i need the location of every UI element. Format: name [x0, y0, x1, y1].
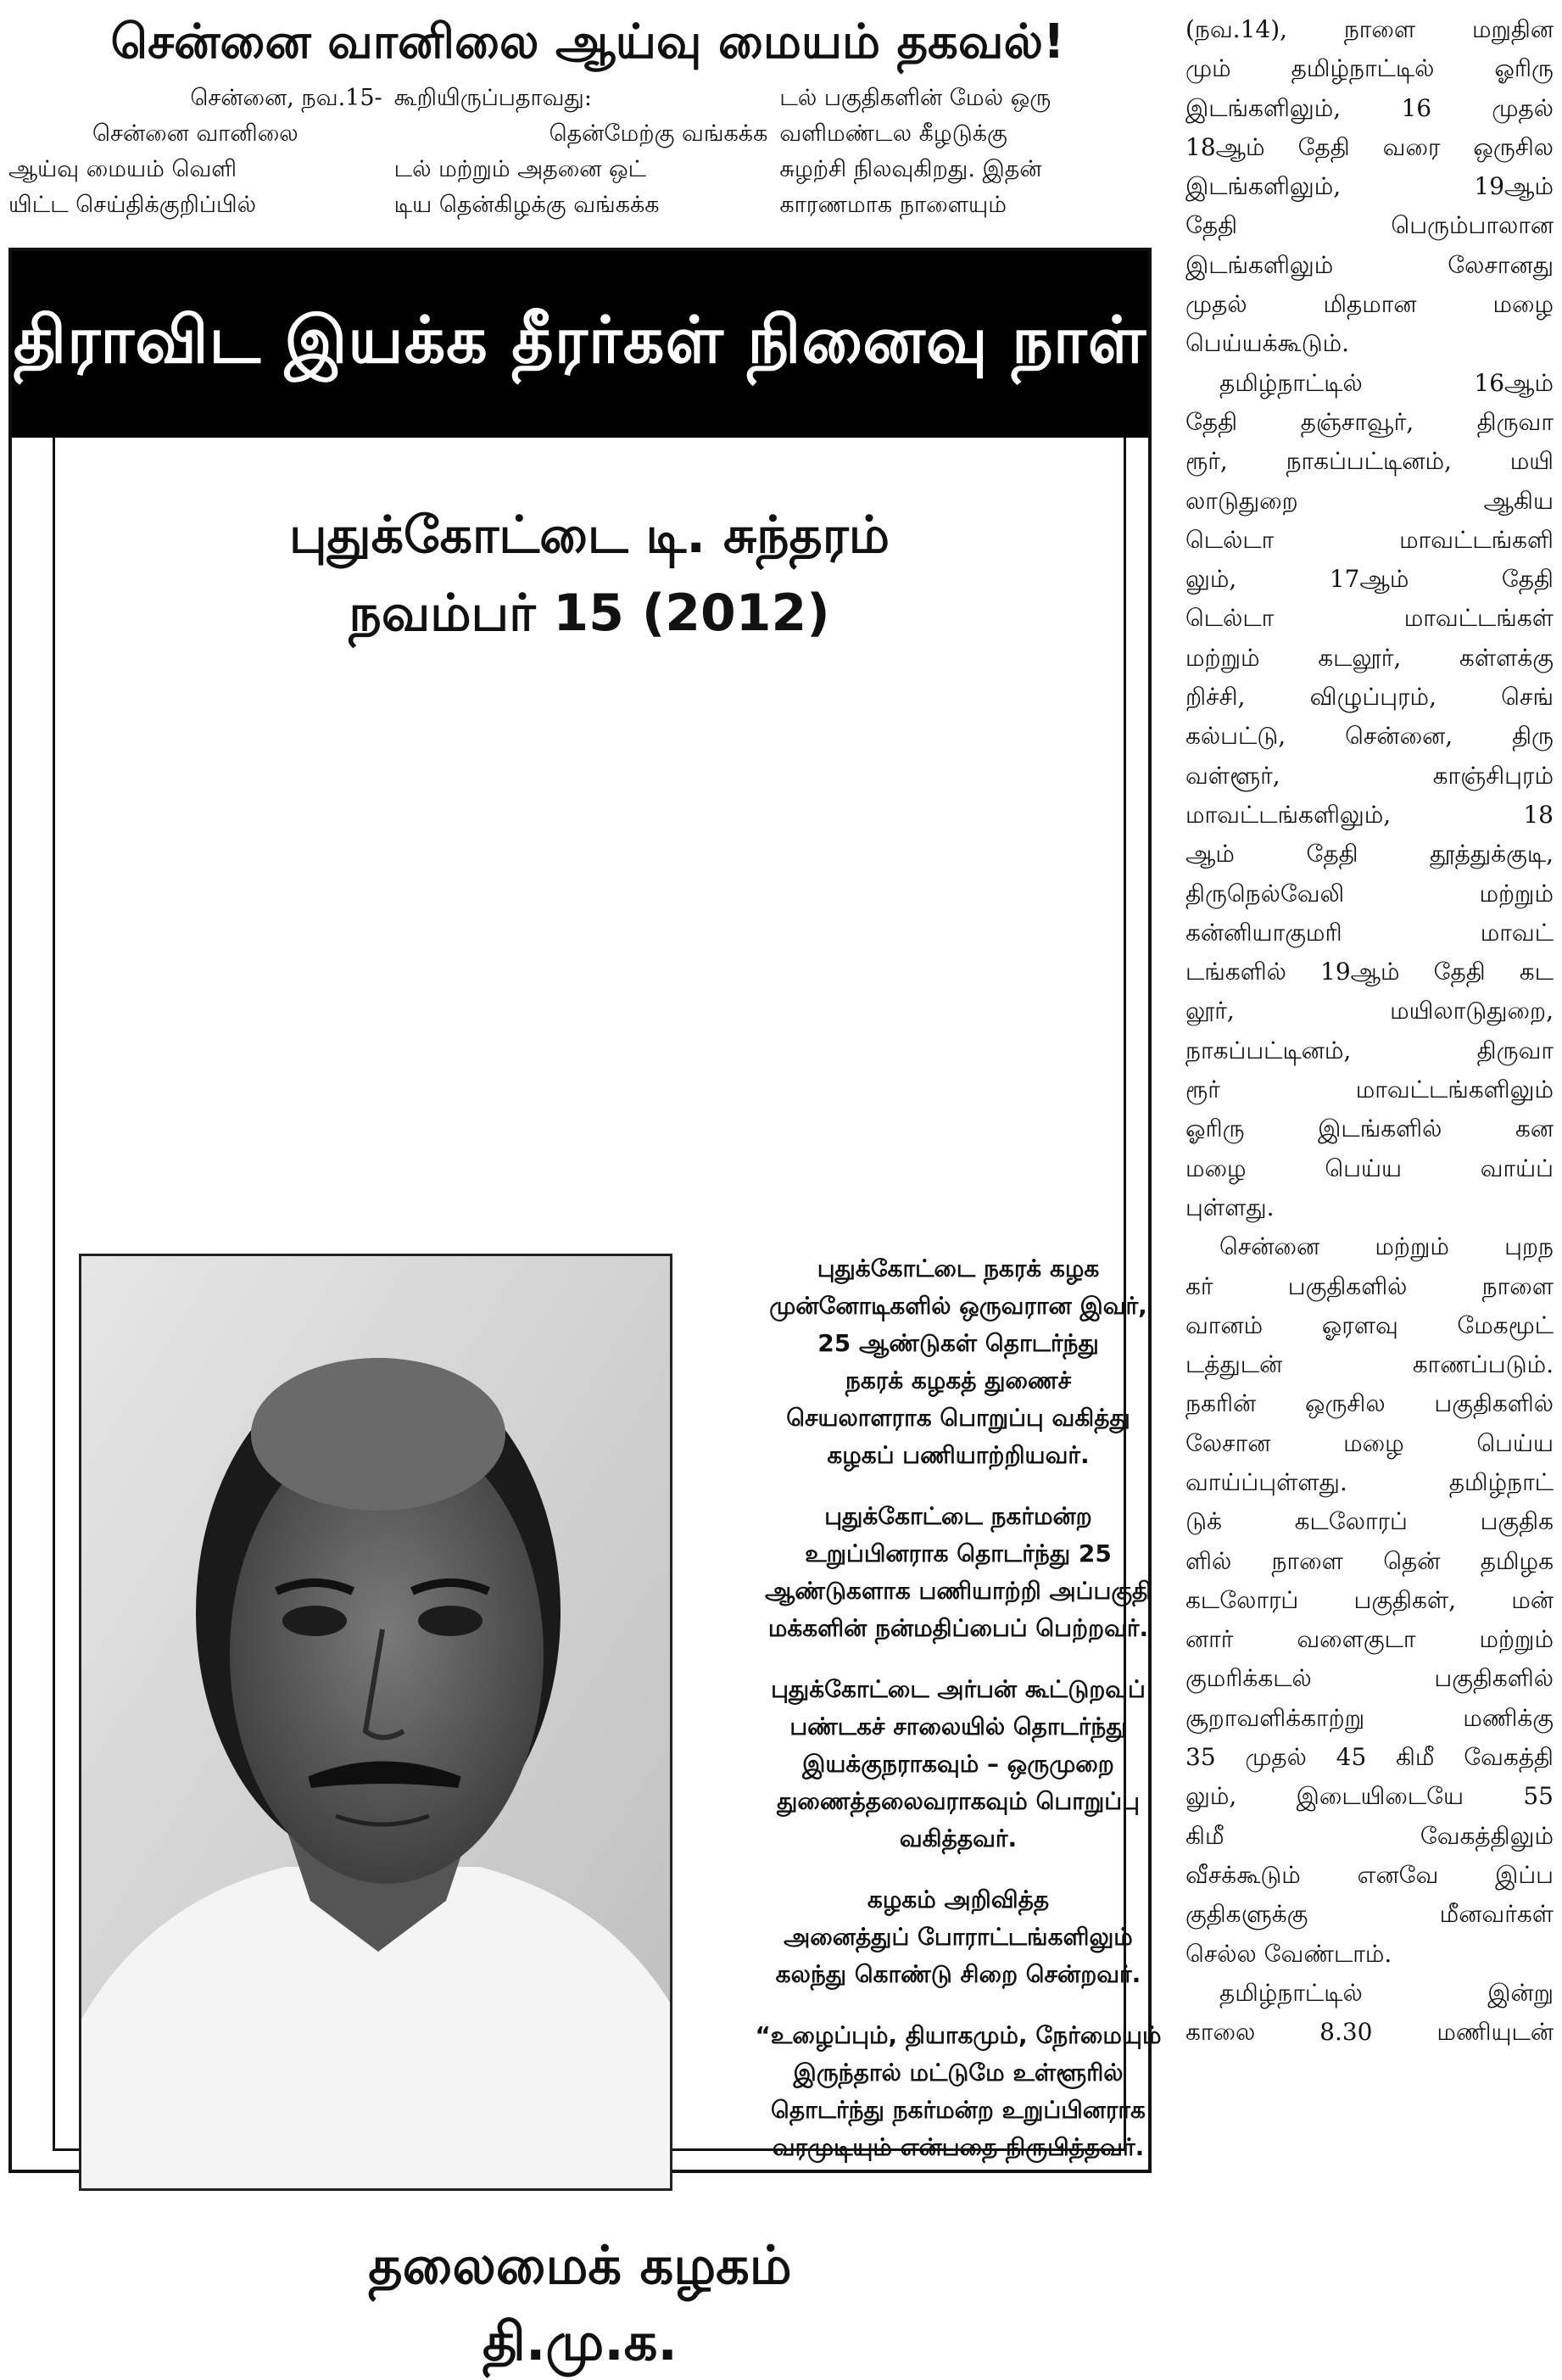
portrait-photo: [79, 1254, 672, 2191]
text-line: டெல்டா மாவட்டங்கள்: [1185, 604, 1554, 633]
text-line: புதுக்கோட்டை அர்பன் கூட்டுறவுப்: [771, 1675, 1146, 1703]
text-line: டல் மற்றும் அதனை ஒட்: [393, 156, 647, 182]
portrait-illustration: [81, 1256, 670, 2188]
text-line: லூர், மயிலாடுதுறை,: [1185, 997, 1554, 1025]
text-line: தென்மேற்கு வங்கக்க: [549, 120, 768, 147]
text-line: மும் தமிழ்நாட்டில் ஓரிரு: [1185, 54, 1554, 83]
text-line: கிமீ வேகத்திலும்: [1185, 1821, 1554, 1850]
text-line: றிச்சி, விழுப்புரம், செங்: [1185, 683, 1554, 712]
text-line: புதுக்கோட்டை நகர்மன்ற: [824, 1502, 1092, 1530]
ad-inner-frame: [53, 438, 1162, 2161]
text-line: ஆய்வு மையம் வெளி: [8, 156, 237, 182]
text-line: குதிகளுக்கு மீனவர்கள்: [1185, 1900, 1554, 1929]
text-line: சென்னை, நவ.15-: [190, 85, 382, 111]
text-line: கழகப் பணியாற்றியவர்.: [827, 1441, 1090, 1469]
text-line: துணைத்தலைவராகவும் பொறுப்பு: [777, 1787, 1140, 1815]
text-line: லேசான மழை பெய்ய: [1185, 1428, 1554, 1457]
text-line: டிய தென்கிழக்கு வங்கக்க: [393, 192, 660, 218]
text-line: வீசக்கூடும் எனவே இப்ப: [1185, 1860, 1554, 1889]
text-line: வானம் ஓரளவு மேகமூட்: [1185, 1310, 1554, 1339]
text-line: கன்னியாகுமரி மாவட்: [1185, 918, 1554, 947]
weather-headline: சென்னை வானிலை ஆய்வு மையம் தகவல்!: [110, 14, 1065, 70]
text-line: உறுப்பினராக தொடர்ந்து 25: [805, 1539, 1112, 1567]
text-line: லும், 17ஆம் தேதி: [1185, 565, 1554, 594]
text-line: கர் பகுதிகளில் நாளை: [1185, 1271, 1554, 1300]
text-line: இயக்குநராகவும் – ஒருமுறை: [802, 1750, 1114, 1778]
text-line: பண்டகச் சாலையில் தொடர்ந்து: [789, 1712, 1127, 1740]
text-line: புள்ளது.: [1185, 1193, 1275, 1221]
text-line: வாய்ப்புள்ளது. தமிழ்நாட்: [1185, 1467, 1554, 1496]
text-line: மாவட்டங்களிலும், 18: [1185, 800, 1554, 829]
ad-banner: [12, 251, 1148, 438]
text-line: சூறாவளிக்காற்று மணிக்கு: [1185, 1703, 1554, 1732]
text-line: டத்துடன் காணப்படும்.: [1185, 1350, 1554, 1379]
text-line: மற்றும் கடலூர், கள்ளக்கு: [1185, 643, 1554, 672]
text-line: இருந்தால் மட்டுமே உள்ளூரில்: [793, 2059, 1124, 2087]
text-line: வள்ளூர், காஞ்சிபுரம்: [1185, 761, 1554, 790]
text-line: காரணமாக நாளையும்: [779, 192, 1007, 218]
weather-column-1: [8, 81, 382, 246]
weather-column-3: [779, 81, 1153, 246]
text-line: 18ஆம் தேதி வரை ஒருசில: [1185, 132, 1554, 161]
text-line: காலை 8.30 மணியுடன்: [1185, 2018, 1554, 2047]
text-line: நகரின் ஒருசில பகுதிகளில்: [1185, 1389, 1554, 1418]
weather-column-2: [394, 81, 768, 246]
text-line: 25 ஆண்டுகள் தொடர்ந்து: [817, 1329, 1099, 1357]
text-line: னார் வளைகுடா மற்றும்: [1185, 1625, 1554, 1654]
text-line: ரூர் மாவட்டங்களிலும்: [1185, 1075, 1554, 1104]
text-line: பெய்யக்கூடும்.: [1185, 329, 1350, 358]
text-line: ஆண்டுகளாக பணியாற்றி அப்பகுதி: [765, 1577, 1152, 1605]
text-line: இடங்களிலும், 16 முதல்: [1185, 93, 1554, 122]
text-line: லும், இடையிடையே 55: [1185, 1782, 1554, 1811]
signature-party: தி.மு.க.: [483, 2310, 678, 2372]
text-line: முதல் மிதமான மழை: [1185, 290, 1554, 319]
text-line: புதுக்கோட்டை நகரக் கழக: [817, 1254, 1100, 1282]
text-line: குமரிக்கடல் பகுதிகளில்: [1185, 1664, 1554, 1693]
text-line: செல்ல வேண்டாம்.: [1185, 1939, 1392, 1968]
text-line: கூறியிருப்பதாவது:: [393, 85, 592, 111]
text-line: வகித்தவர்.: [899, 1824, 1018, 1852]
text-line: கல்பட்டு, சென்னை, திரு: [1185, 722, 1554, 751]
text-line: (நவ.14), நாளை மறுதின: [1185, 15, 1554, 43]
text-line: டெல்டா மாவட்டங்களி: [1185, 525, 1554, 554]
weather-article-continued: [1185, 10, 1554, 2052]
text-line: வளிமண்டல கீழடுக்கு: [779, 120, 1007, 147]
text-line: நகரக் கழகத் துணைச்: [845, 1366, 1072, 1394]
text-line: டுக் கடலோரப் பகுதிக: [1185, 1507, 1554, 1536]
text-line: தேதி பெரும்பாலான: [1185, 211, 1554, 240]
text-line: லாடுதுறை ஆகிய: [1185, 486, 1554, 515]
text-line: கழகம் அறிவித்த: [867, 1886, 1050, 1913]
text-line: தமிழ்நாட்டில் இன்று: [1219, 1978, 1554, 2007]
text-line: ரூர், நாகப்பட்டினம், மயி: [1185, 447, 1554, 476]
text-line: திருநெல்வேலி மற்றும்: [1185, 879, 1554, 908]
text-line: இடங்களிலும் லேசானது: [1185, 250, 1554, 279]
text-line: ஆம் தேதி தூத்துக்குடி,: [1185, 840, 1554, 869]
weather-article-columns: [8, 81, 1153, 246]
text-line: 35 முதல் 45 கிமீ வேகத்தி: [1185, 1743, 1554, 1772]
text-line: “உழைப்பும், தியாகமும், நேர்மையும்: [755, 2021, 1162, 2049]
text-line: செயலாளராக பொறுப்பு வகித்து: [786, 1404, 1130, 1432]
text-line: முன்னோடிகளில் ஒருவரான இவர்,: [769, 1292, 1147, 1320]
person-name: புதுக்கோட்டை டி. சுந்தரம்: [289, 506, 890, 565]
text-line: நாகப்பட்டினம், திருவா: [1185, 1036, 1554, 1064]
text-line: தொடர்ந்து நகர்மன்ற உறுப்பினராக: [771, 2096, 1146, 2124]
text-line: டல் பகுதிகளின் மேல் ஒரு: [779, 85, 1052, 111]
text-line: சென்னை வானிலை: [92, 120, 298, 147]
text-line: யிட்ட செய்திக்குறிப்பில்: [8, 192, 256, 218]
biography-text: [708, 1226, 1208, 2190]
text-line: சென்னை மற்றும் புறந: [1219, 1232, 1554, 1261]
text-line: கலந்து கொண்டு சிறை சென்றவர்.: [775, 1960, 1141, 1988]
ad-banner-title: திராவிட இயக்க தீரர்கள் நினைவு நாள்: [13, 302, 1147, 377]
text-line: இடங்களிலும், 19ஆம்: [1185, 172, 1554, 201]
text-line: மக்களின் நன்மதிப்பைப் பெற்றவர்.: [767, 1614, 1149, 1642]
signature-organisation: தலைமைக் கழகம்: [368, 2234, 792, 2296]
text-line: அனைத்துப் போராட்டங்களிலும்: [784, 1923, 1133, 1951]
memorial-date: நவம்பர் 15 (2012): [349, 584, 830, 643]
memorial-advertisement: [8, 248, 1162, 2372]
text-line: தமிழ்நாட்டில் 16ஆம்: [1219, 368, 1554, 397]
text-line: ளில் நாளை தென் தமிழக: [1185, 1546, 1554, 1575]
text-line: ஓரிரு இடங்களில் கன: [1185, 1115, 1554, 1143]
text-line: தேதி தஞ்சாவூர், திருவா: [1185, 407, 1554, 436]
text-line: மழை பெய்ய வாய்ப்: [1185, 1154, 1554, 1182]
text-line: சுழற்சி நிலவுகிறது. இதன்: [779, 156, 1042, 182]
text-line: கடலோரப் பகுதிகள், மன்: [1185, 1585, 1554, 1614]
text-line: வரமுடியும் என்பதை நிருபித்தவர்.: [772, 2133, 1145, 2161]
text-line: டங்களில் 19ஆம் தேதி கட: [1185, 958, 1554, 986]
